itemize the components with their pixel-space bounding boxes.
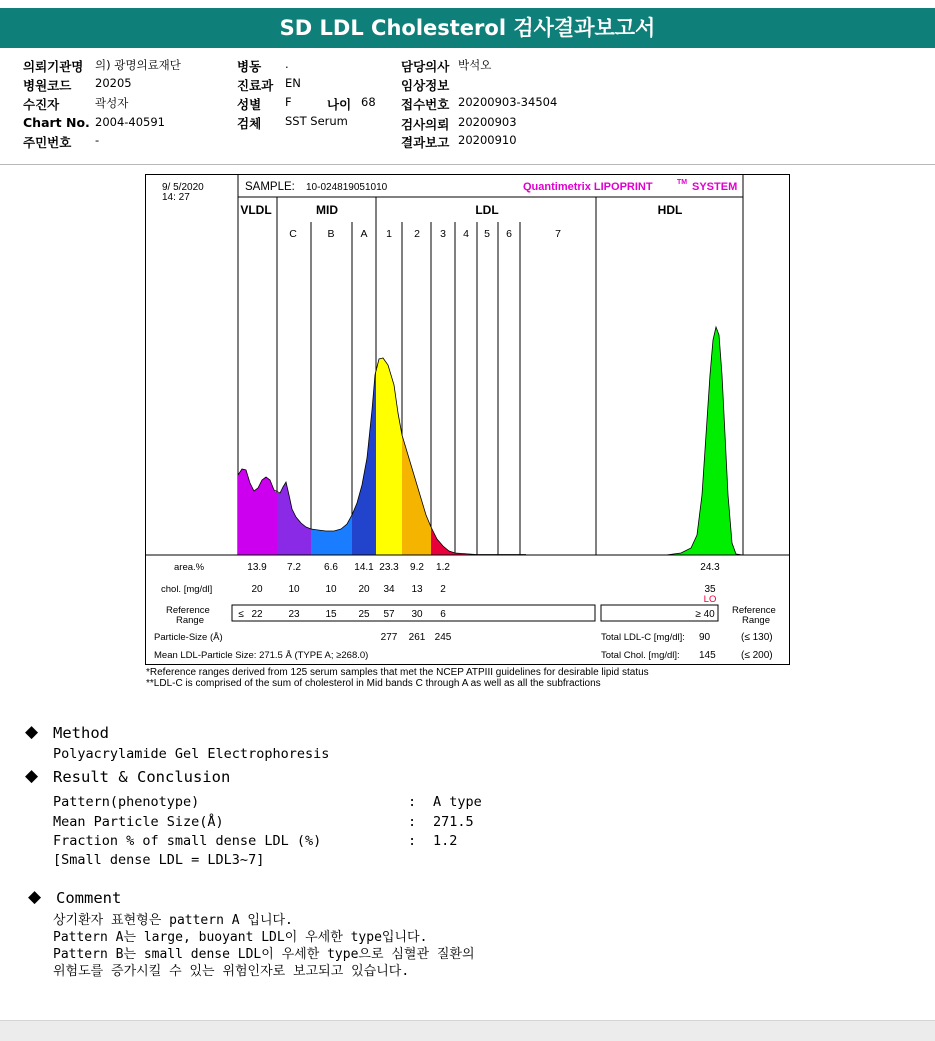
group-mid: MID [316,203,338,217]
info-value: 20200903-34504 [458,95,558,109]
comment-line: Pattern B는 small dense LDL이 우세한 type으로 심혈관 질환의 [53,947,475,962]
ref-value: 22 [251,609,263,620]
comment-line: 상기환자 표현형은 pattern A 입니다. [53,913,293,928]
info-label: 병동 [237,59,262,74]
chol-hdl-value: 35 [704,584,716,595]
info-label: 나이 [327,97,352,112]
report-time: 14: 27 [162,192,190,203]
total-ldl-ref: (≤ 130) [741,632,773,643]
area-value: 14.1 [354,562,374,573]
particle-size-label: Particle-Size (Å) [154,632,223,643]
ref-value: 15 [325,609,337,620]
info-label: 성별 [237,97,262,112]
info-value: F [285,95,292,109]
comment-heading: Comment [56,889,122,907]
mean-size-text: Mean LDL-Particle Size: 271.5 Å (TYPE A; ≥268.0) [154,650,369,661]
group-ldl: LDL [475,203,499,217]
info-label: 검사의뢰 [401,117,450,132]
info-label: 의뢰기관명 [23,59,84,74]
area-value: 7.2 [287,562,301,573]
area-mid-b [311,515,352,555]
total-chol-ref: (≤ 200) [741,650,773,661]
result-value: 1.2 [433,833,458,849]
band-label: 2 [414,228,420,240]
chol-value: 2 [440,584,446,595]
result-value: 271.5 [433,814,474,830]
info-label: 검체 [237,116,262,131]
chol-value: 20 [358,584,370,595]
area-ldl2 [402,435,431,555]
total-chol-value: 145 [699,650,716,661]
patient-info [0,48,935,165]
ref-value: 23 [288,609,300,620]
info-value: . [285,57,289,71]
info-value: 68 [361,95,376,109]
area-ldl1 [376,358,402,555]
band-label: 3 [440,228,446,240]
total-ldl-label: Total LDL-C [mg/dl]: [601,632,685,643]
info-value: 2004-40591 [95,115,165,129]
report-date: 9/ 5/2020 [162,182,204,193]
result-sep: : [408,833,417,849]
info-value: 박석오 [458,58,492,72]
info-label: 결과보고 [401,135,450,150]
info-value: - [95,133,100,147]
ref-hdl-value: ≥ 40 [695,609,715,620]
particle-size-value: 245 [434,632,452,643]
info-label: Chart No. [23,115,90,130]
area-ldl3 [431,527,455,555]
area-hdl-value: 24.3 [700,562,720,573]
band-label: 5 [484,228,490,240]
group-hdl: HDL [657,203,683,217]
info-value: 20200910 [458,133,517,147]
result-note: [Small dense LDL = LDL3~7] [53,852,265,868]
band-label: 1 [386,228,392,240]
method-text: Polyacrylamide Gel Electrophoresis [53,746,330,762]
comment-line: Pattern A는 large, buoyant LDL이 우세한 type입니다. [53,930,428,945]
info-label: 진료과 [237,78,274,93]
footnote: *Reference ranges derived from 125 serum samples that met the NCEP ATPIII guidelines for desirable lipid status [146,667,649,678]
area-mid-a [352,369,376,555]
total-ldl-value: 90 [699,632,711,643]
lipoprint-report [145,174,790,665]
ref-value: 30 [411,609,423,620]
report-title: SD LDL Cholesterol 검사결과보고서 [0,8,935,48]
bullet-diamond-icon: ◆ [28,887,42,907]
info-value: 20200903 [458,115,517,129]
profile-curve [238,327,743,555]
band-label: A [360,228,368,240]
result-label: Pattern(phenotype) [53,794,200,810]
band-label: 4 [463,228,469,240]
area-value: 6.6 [324,562,338,573]
particle-size-value: 261 [408,632,426,643]
ref-value: 6 [440,609,446,620]
method-heading: Method [53,724,109,742]
ref-prefix: ≤ [238,609,244,620]
row-area-label: area.% [174,562,205,573]
footnote: **LDL-C is comprised of the sum of cholesterol in Mid bands C through A as well as all the subfractions [146,678,601,689]
group-vldl: VLDL [240,203,272,217]
brand-tm: TM [677,179,688,186]
sample-id: 10-024819051010 [306,182,388,193]
area-value: 23.3 [379,562,399,573]
result-value: A type [433,794,482,810]
status-bar [0,1020,935,1041]
brand-suffix: SYSTEM [692,181,738,193]
info-value: 의) 광명의료재단 [95,58,181,72]
result-label: Fraction % of small dense LDL (%) [53,833,322,849]
area-value: 13.9 [247,562,267,573]
result-sep: : [408,794,417,810]
chol-value: 13 [411,584,423,595]
info-label: 병원코드 [23,78,72,93]
info-value: 곽성자 [95,96,129,110]
bullet-diamond-icon: ◆ [25,766,39,786]
info-label: 주민번호 [23,135,72,150]
ref-label-1: Reference [166,605,210,616]
chol-hdl-flag: LO [703,594,717,605]
particle-size-value: 277 [380,632,398,643]
chol-value: 10 [288,584,300,595]
info-label: 임상정보 [401,78,450,93]
info-label: 수진자 [23,97,60,112]
band-label: B [327,228,335,240]
total-chol-label: Total Chol. [mg/dl]: [601,650,680,661]
lipoprint-chart [146,175,789,664]
band-label: C [289,228,297,240]
brand-prefix: Quantimetrix LIPOPRINT [523,181,653,193]
ref-label-2: Range [176,615,204,626]
info-label: 접수번호 [401,97,450,112]
result-label: Mean Particle Size(Å) [53,814,224,830]
row-chol-label: chol. [mg/dl] [161,584,213,595]
band-label: 6 [506,228,512,240]
ref-right-label-2: Range [742,615,770,626]
info-value: 20205 [95,76,132,90]
chol-value: 34 [383,584,395,595]
info-label: 담당의사 [401,59,450,74]
area-value: 1.2 [436,562,450,573]
ref-value: 57 [383,609,395,620]
result-sep: : [408,814,417,830]
comment-line: 위험도를 증가시킬 수 있는 위험인자로 보고되고 있습니다. [53,964,410,979]
bullet-diamond-icon: ◆ [25,722,39,742]
area-mid-c [277,482,311,555]
chol-value: 10 [325,584,337,595]
info-value: SST Serum [285,114,348,128]
chol-value: 20 [251,584,263,595]
info-value: EN [285,76,301,90]
sample-label: SAMPLE: [245,181,295,193]
ref-value: 25 [358,609,370,620]
area-value: 9.2 [410,562,424,573]
ref-right-label-1: Reference [732,605,776,616]
band-label: 7 [555,228,561,240]
result-heading: Result & Conclusion [53,768,231,786]
